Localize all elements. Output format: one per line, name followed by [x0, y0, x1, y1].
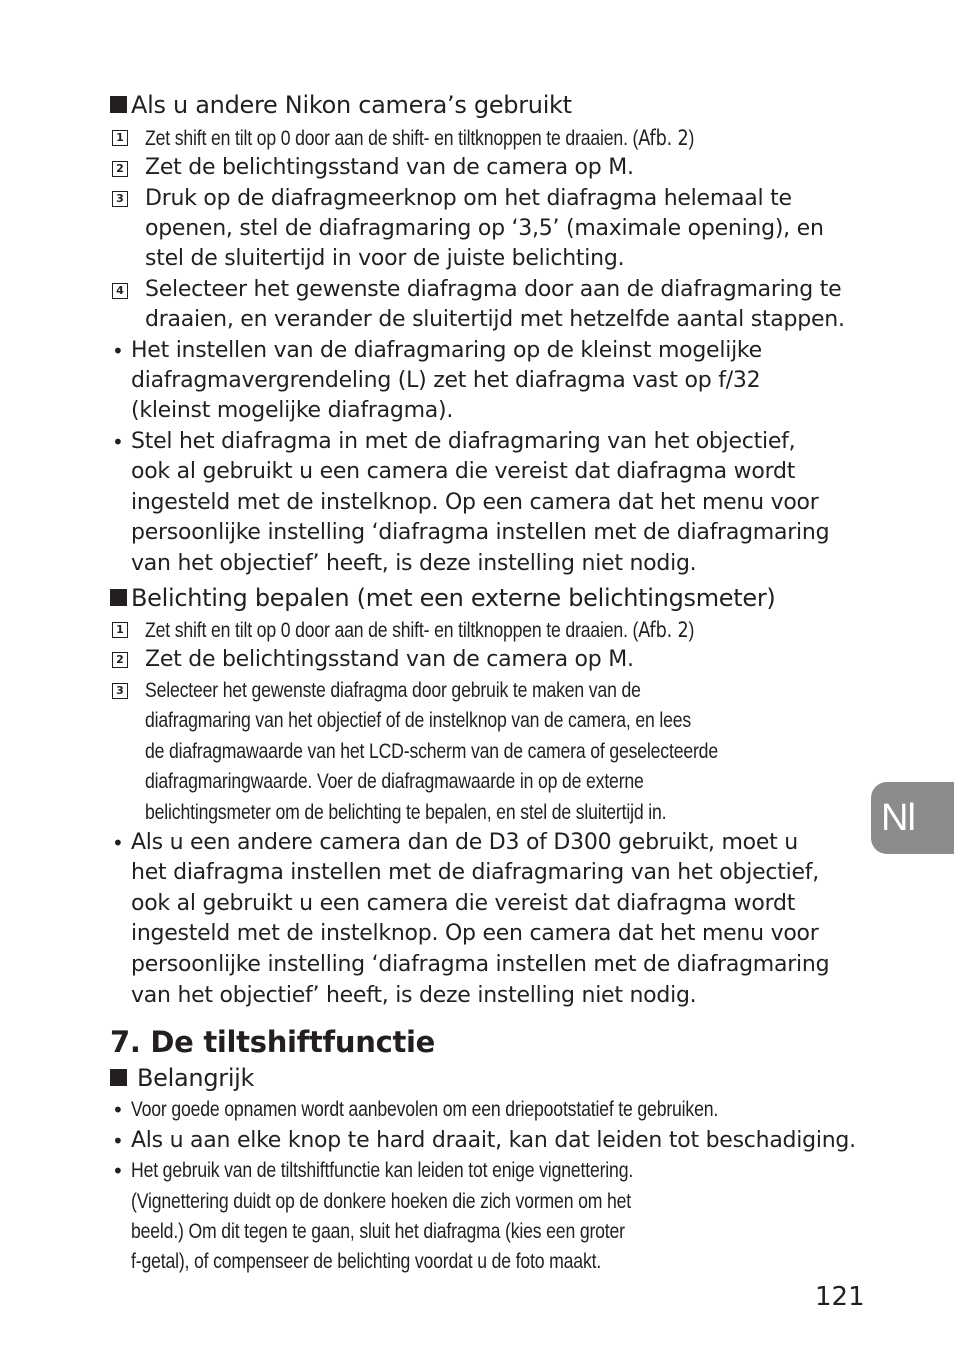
step-text: Zet shift en tilt op 0 door aan de shift- en tiltknoppen te draaien. (Afb. 2): [145, 126, 695, 150]
language-tab: [871, 782, 954, 854]
heading-square-icon: [110, 96, 127, 113]
bullet-text: ingesteld met de instelknop. Op een camera dat het menu voor: [131, 490, 819, 515]
step-number: 1: [112, 622, 128, 638]
bullet-icon: •: [112, 1129, 124, 1153]
step-text: openen, stel de diafragmaring op ‘3,5’ (maximale opening), en: [145, 216, 824, 241]
heading-square-icon: [110, 589, 127, 606]
step-number: 4: [112, 283, 128, 299]
bullet-text: Als u een andere camera dan de D3 of D300 gebruikt, moet u: [131, 830, 798, 855]
step-text: draaien, en verander de sluitertijd met hetzelfde aantal stappen.: [145, 307, 845, 332]
bullet-text: f-getal), of compenseer de belichting voordat u de foto maakt.: [131, 1250, 602, 1273]
step-number: 1: [112, 130, 128, 146]
step-text: stel de sluitertijd in voor de juiste belichting.: [145, 246, 625, 271]
chapter-title: 7. De tiltshiftfunctie: [110, 1025, 436, 1059]
bullet-icon: •: [112, 430, 124, 454]
bullet-text: ook al gebruikt u een camera die vereist dat diafragma wordt: [131, 891, 796, 916]
bullet-text: ingesteld met de instelknop. Op een camera dat het menu voor: [131, 921, 819, 946]
step-text: Zet shift en tilt op 0 door aan de shift- en tiltknoppen te draaien. (Afb. 2): [145, 618, 695, 642]
bullet-text: Stel het diafragma in met de diafragmaring van het objectief,: [131, 429, 796, 454]
step-number: 3: [112, 191, 128, 207]
heading-square-icon: [110, 1069, 127, 1086]
bullet-text: van het objectief’ heeft, is deze instelling niet nodig.: [131, 983, 697, 1008]
step-number: 3: [112, 683, 128, 699]
bullet-icon: •: [112, 1159, 124, 1183]
bullet-text: persoonlijke instelling ‘diafragma instellen met de diafragmaring: [131, 952, 830, 977]
step-text: belichtingsmeter om de belichting te bepalen, en stel de sluitertijd in.: [145, 801, 667, 824]
bullet-text: het diafragma instellen met de diafragmaring van het objectief,: [131, 860, 819, 885]
bullet-icon: •: [112, 831, 124, 855]
step-number: 2: [112, 161, 128, 177]
bullet-text: (kleinst mogelijke diafragma).: [131, 398, 454, 423]
step-number: 2: [112, 652, 128, 668]
step-text: Zet de belichtingsstand van de camera op M.: [145, 155, 634, 180]
bullet-text: persoonlijke instelling ‘diafragma instellen met de diafragmaring: [131, 520, 830, 545]
bullet-text: beeld.) Om dit tegen te gaan, sluit het diafragma (kies een groter: [131, 1220, 625, 1243]
step-text: de diafragmawaarde van het LCD-scherm van de camera of geselecteerde: [145, 740, 718, 763]
step-text: Druk op de diafragmeerknop om het diafragma helemaal te: [145, 186, 792, 211]
step-text: Zet de belichtingsstand van de camera op M.: [145, 647, 634, 672]
bullet-text: ook al gebruikt u een camera die vereist dat diafragma wordt: [131, 459, 796, 484]
figure-ref: Afb. 2: [638, 126, 689, 150]
section-heading-important: Belangrijk: [110, 1063, 254, 1093]
language-tab-label: Nl: [881, 797, 915, 839]
page-number: 121: [815, 1282, 865, 1312]
step-text: diafragmaringwaarde. Voer de diafragmawaarde in op de externe: [145, 770, 644, 793]
bullet-text: Voor goede opnamen wordt aanbevolen om een driepootstatief te gebruiken.: [131, 1098, 719, 1121]
bullet-icon: •: [112, 1098, 124, 1122]
figure-ref: Afb. 2: [638, 618, 689, 642]
bullet-text: Het instellen van de diafragmaring op de kleinst mogelijke: [131, 338, 762, 363]
bullet-text: diafragmavergrendeling (L) zet het diafragma vast op f/32: [131, 368, 761, 393]
bullet-text: (Vignettering duidt op de donkere hoeken die zich vormen om het: [131, 1190, 631, 1213]
bullet-text: Als u aan elke knop te hard draait, kan dat leiden tot beschadiging.: [131, 1128, 856, 1153]
bullet-icon: •: [112, 339, 124, 363]
step-text: diafragmaring van het objectief of de instelknop van de camera, en lees: [145, 709, 692, 732]
section-heading-external-meter: Belichting bepalen (met een externe belichtingsmeter): [110, 583, 775, 613]
bullet-text: van het objectief’ heeft, is deze instelling niet nodig.: [131, 551, 697, 576]
step-text: Selecteer het gewenste diafragma door gebruik te maken van de: [145, 679, 641, 702]
section-heading-other-cameras: Als u andere Nikon camera’s gebruikt: [110, 90, 572, 120]
step-text: Selecteer het gewenste diafragma door aan de diafragmaring te: [145, 277, 842, 302]
bullet-text: Het gebruik van de tiltshiftfunctie kan leiden tot enige vignettering.: [131, 1159, 634, 1182]
